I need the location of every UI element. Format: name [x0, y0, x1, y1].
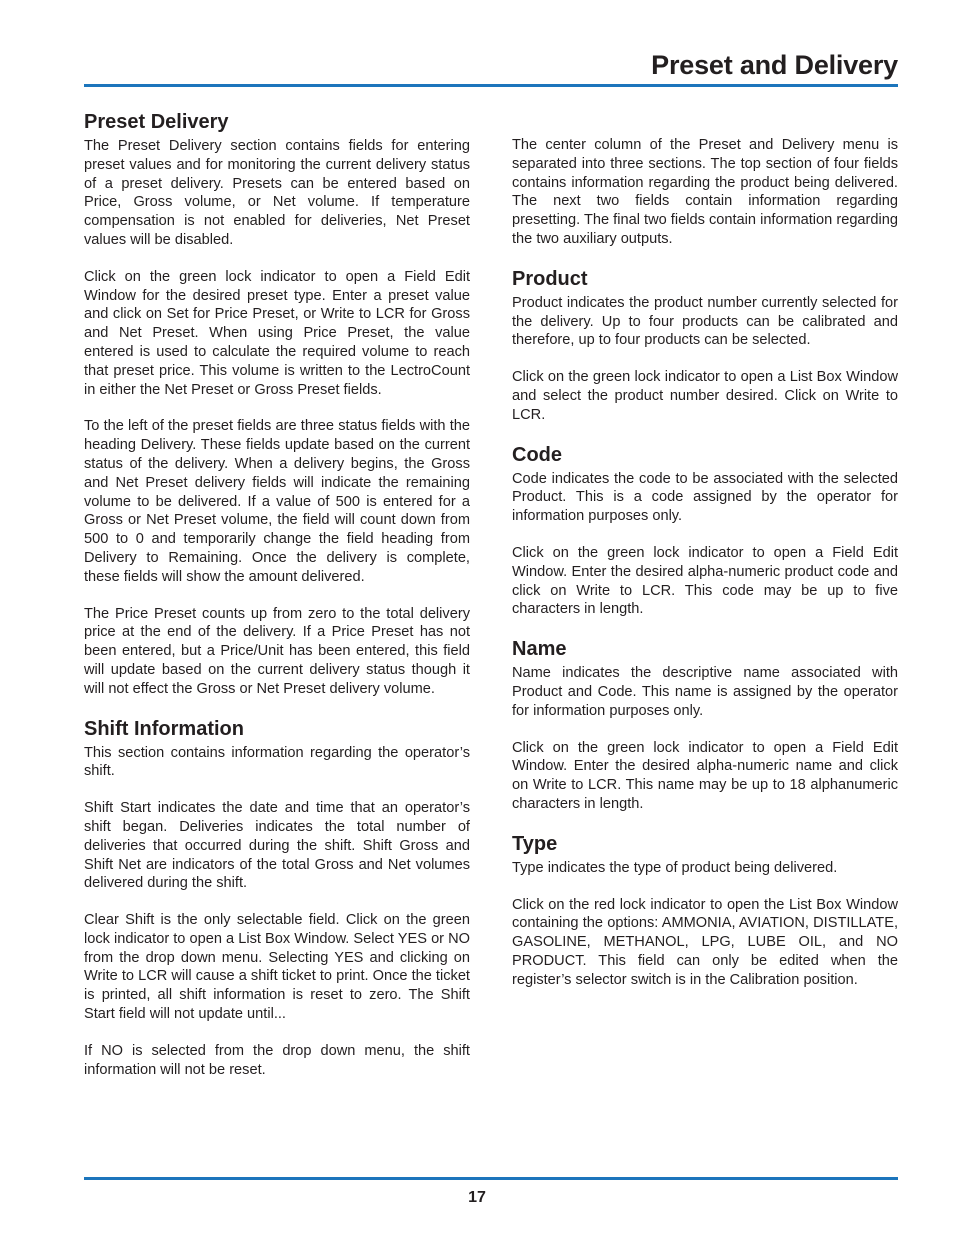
- footer-rule: [84, 1177, 898, 1180]
- page-title: Preset and Delivery: [651, 50, 898, 80]
- paragraph: This section contains information regarding the operator’s shift.: [84, 744, 470, 780]
- section-heading: Name: [512, 638, 567, 661]
- section-heading: Shift Information: [84, 717, 244, 740]
- header-rule: [84, 84, 898, 87]
- paragraph: Click on the green lock indicator to open a Field Edit Window. Enter the desired alpha-numeric name and click on Write to LCR. This name may be up to 18 alphanumeric characters in length.: [512, 739, 898, 812]
- section-type: [512, 832, 898, 990]
- paragraph: Name indicates the descriptive name associated with Product and Code. This name is assigned by the operator for information purposes only.: [512, 665, 898, 719]
- right-column: [512, 136, 898, 1008]
- paragraph: Product indicates the product number currently selected for the delivery. Up to four products can be calibrated and therefore, up to four products can be selected.: [512, 294, 898, 349]
- paragraph: The Price Preset counts up from zero to the total delivery price at the end of the delivery. If a Price Preset has not been entered, but a Price/Unit has been entered, this field will update based on the current delivery status though it will not effect the Gross or Net Preset delivery volume.: [84, 605, 470, 697]
- section-shift-information: [84, 717, 470, 1080]
- paragraph: Click on the green lock indicator to open a List Box Window and select the product number desired. Click on Write to LCR.: [512, 369, 898, 423]
- section-heading: Preset Delivery: [84, 111, 229, 133]
- intro-paragraph: The center column of the Preset and Delivery menu is separated into three sections. The top section of four fields contains information regarding the product being delivered. The next two fields contain information regarding presetting. The final two fields contain information regarding the two auxiliary outputs.: [512, 137, 898, 247]
- section-heading: Type: [512, 832, 558, 855]
- paragraph: If NO is selected from the drop down menu, the shift information will not be reset.: [84, 1042, 470, 1078]
- section-name: [512, 637, 898, 814]
- left-column: [84, 110, 470, 1097]
- paragraph: Shift Start indicates the date and time that an operator’s shift began. Deliveries indicates the total number of deliveries that occurred during the shift. Shift Gross and Shift Net are indicators of the total Gross and Net volumes delivered during the shift.: [84, 800, 470, 892]
- paragraph: Clear Shift is the only selectable field. Click on the green lock indicator to open a List Box Window. Select YES or NO from the drop down menu. Selecting YES and clicking on Write to LCR will cause a shift ticket to print. Once the ticket is printed, all shift information is reset to zero. The Shift Start field will not update until...: [84, 912, 470, 1023]
- paragraph: Code indicates the code to be associated with the selected Product. This is a code assigned by the operator for information purposes only.: [512, 470, 898, 525]
- paragraph: The Preset Delivery section contains fields for entering preset values and for monitoring the current delivery status of a preset delivery. Presets can be entered based on Price, Gross volume, or Net volume. If temperature compensation is not enabled for deliveries, Net Preset values will be disabled.: [84, 138, 470, 248]
- section-heading: Product: [512, 267, 588, 290]
- section-preset-delivery: [84, 110, 470, 699]
- section-code: [512, 443, 898, 620]
- paragraph: Click on the red lock indicator to open the List Box Window containing the options: AMMONIA, AVIATION, DISTILLATE, GASOLINE, METHANOL, LPG, LUBE OIL, and NO PRODUCT. This field can only be edited when the register’s selector switch is in the Calibration position.: [512, 896, 898, 988]
- section-heading: Code: [512, 443, 562, 466]
- page-number: 17: [468, 1189, 486, 1206]
- paragraph: Click on the green lock indicator to open a Field Edit Window for the desired preset type. Enter a preset value and click on Set for Price Preset, or Write to LCR for Gross and Net Preset. When using Price Preset, the value entered is used to calculate the required volume to reach that preset price. This volume is written to the LectroCount in either the Net Preset or Gross Preset fields.: [84, 268, 470, 398]
- section-product: [512, 267, 898, 425]
- paragraph: Click on the green lock indicator to open a Field Edit Window. Enter the desired alpha-numeric product code and click on Write to LCR. This code may be up to five characters in length.: [512, 544, 898, 618]
- paragraph: To the left of the preset fields are three status fields with the heading Delivery. These fields update based on the current status of the delivery. When a delivery begins, the Gross and Net Preset delivery fields will indicate the remaining volume to be delivered. If a value of 500 is entered for a Gross or Net Preset volume, the field will count down from 500 to 0 and temporarily change the field heading from Delivery to Remaining. Once the delivery is complete, these fields will show the amount delivered.: [84, 418, 470, 585]
- paragraph: Type indicates the type of product being delivered.: [512, 859, 838, 876]
